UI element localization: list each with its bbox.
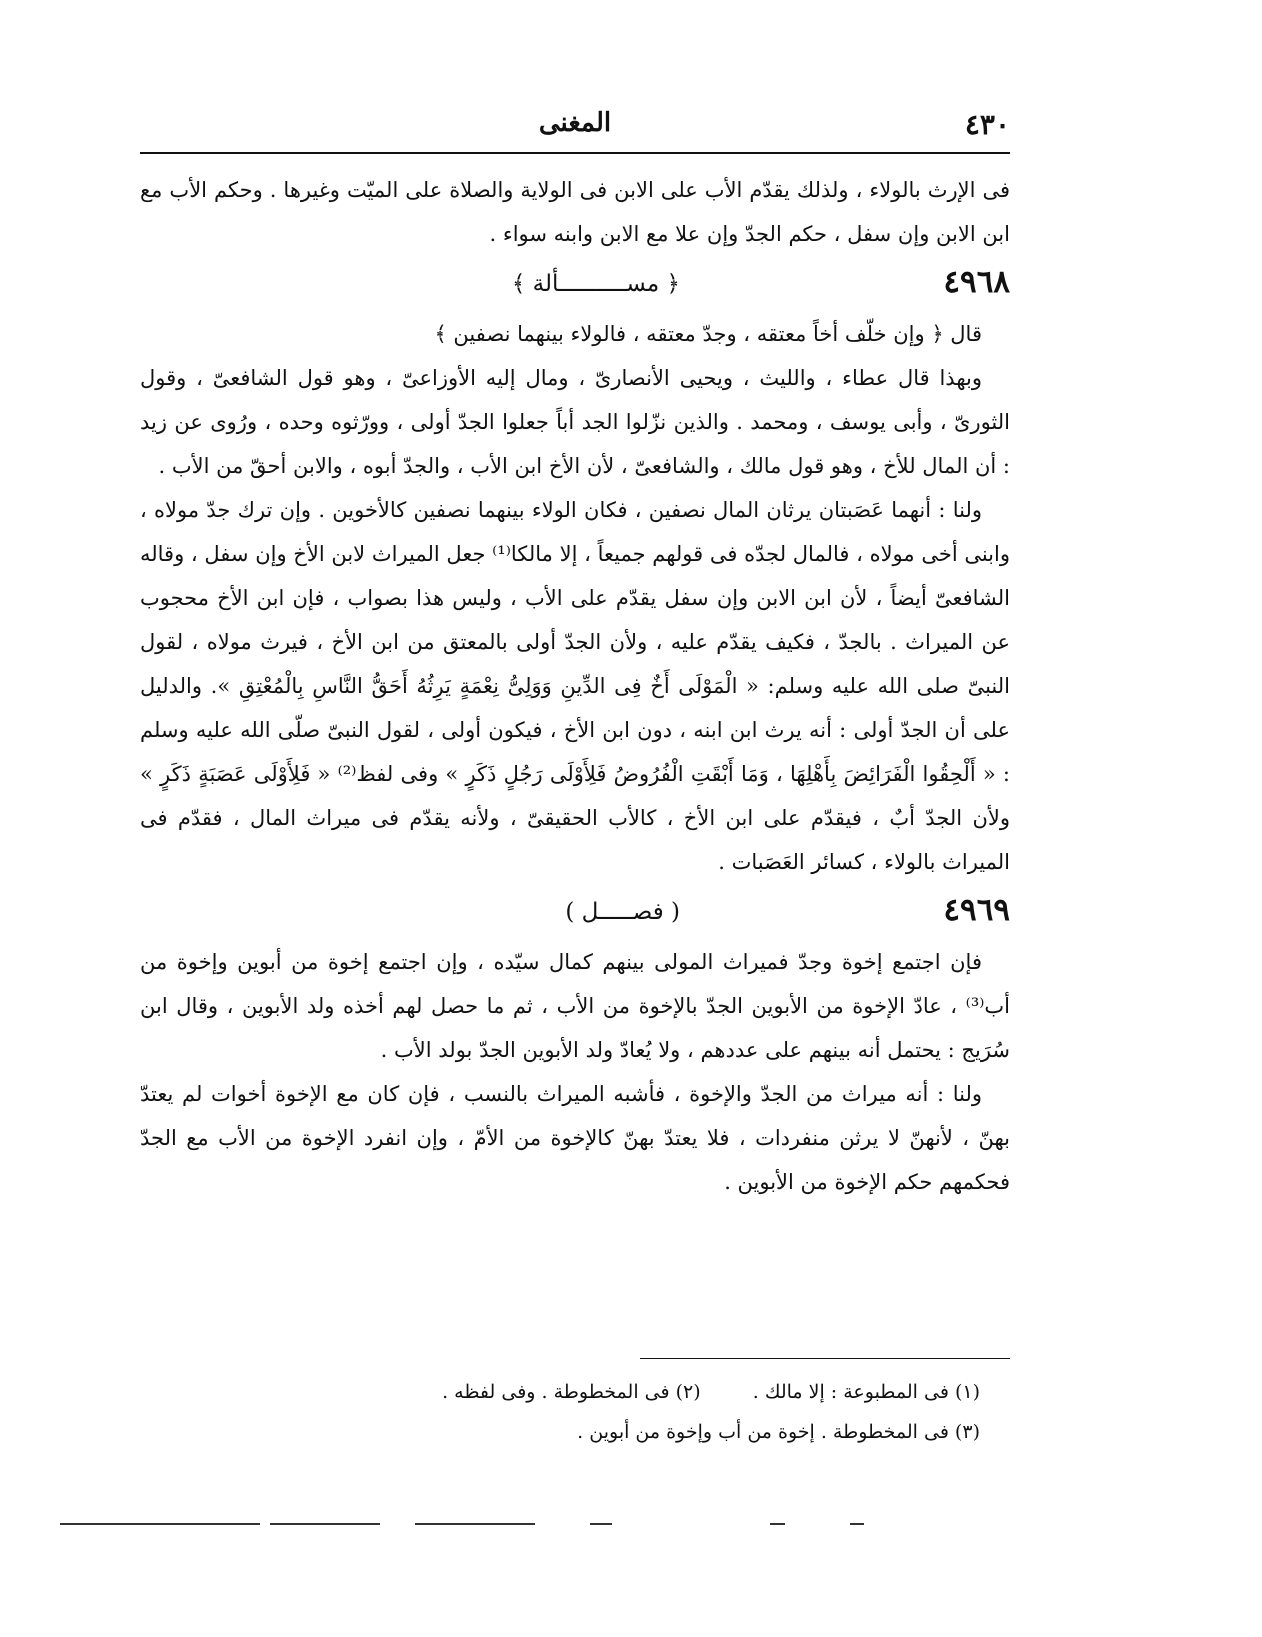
footnote-rule (640, 1358, 1010, 1359)
paragraph-4: ولنا : أنهما عَصَبتان يرثان المال نصفين ، فكان الولاء بينهما نصفين كالأخوين . وإن ترك جدّ مولاه ، وابنى أخى مولاه ، فالمال لجدّه فى قولهم جميعاً ، إلا مالكا⁽¹⁾ جعل الميراث لابن الأخ وإن سفل ، وقاله الشافعىّ أيضاً ، لأن ابن الابن وإن سفل يقدّم على الأب ، وليس هذا بصواب ، فإن ابن الأخ محجوب عن الميراث . بالجدّ ، فكيف يقدّم عليه ، ولأن الجدّ أولى بالمعتق من ابن الأخ ، فيرث مولاه ، لقول النبىّ صلى الله عليه وسلم: « الْمَوْلَى أَخٌ فِى الدِّينِ وَوَلِىُّ نِعْمَةٍ يَرِثُهُ أَحَقُّ النَّاسِ بِالْمُعْتِقِ ». والدليل على أن الجدّ أولى : أنه يرث ابن ابنه ، دون ابن الأخ ، فيكون أولى ، لقول النبىّ صلّى الله عليه وسلم : « أَلْحِقُوا الْفَرَائِضَ بِأَهْلِهَا ، وَمَا أَبْقَتِ الْفُرُوضُ فَلِأَوْلَى رَجُلٍ ذَكَرٍ » وفى لفظ⁽²⁾ « فَلِأَوْلَى عَصَبَةٍ ذَكَرٍ » ولأن الجدّ أبٌ ، فيقدّم على ابن الأخ ، كالأب الحقيقىّ ، ولأنه يقدّم فى ميراث المال ، فقدّم فى الميراث بالولاء ، كسائر العَصَبات . (140, 498, 1010, 874)
page-header (140, 104, 1010, 144)
scan-mark (415, 1523, 535, 1525)
section-heading-4969 (140, 886, 1010, 934)
paragraph-6: ولنا : أنه ميراث من الجدّ والإخوة ، فأشبه الميراث بالنسب ، فإن كان مع الإخوة أخوات لم يعتدّ بهنّ ، لأنهنّ لا يرثن منفردات ، فلا يعتدّ بهنّ كالإخوة من الأمّ ، وإن انفرد الإخوة من الأب مع الجدّ فحكمهم حكم الإخوة من الأبوين . (140, 1082, 1010, 1194)
paragraph-5: فإن اجتمع إخوة وجدّ فميراث المولى بينهم كمال سيّده ، وإن اجتمع إخوة من أبوين وإخوة من أب⁽³⁾ ، عادّ الإخوة من الأبوين الجدّ بالإخوة من الأب ، ثم ما حصل لهم أخذه ولد الأبوين ، وقال ابن سُرَيج : يحتمل أنه بينهم على عددهم ، ولا يُعادّ ولد الأبوين الجدّ بولد الأب . (140, 950, 1010, 1062)
paragraph-3: وبهذا قال عطاء ، والليث ، ويحيى الأنصارىّ ، ومال إليه الأوزاعىّ ، وهو قول الشافعىّ ، وقول الثورىّ ، وأبى يوسف ، ومحمد . والذين نزّلوا الجد أباً جعلوا الجدّ أولى ، وورّثوه وحده ، ورُوى عن زيد : أن المال للأخ ، وهو قول مالك ، والشافعىّ ، لأن الأخ ابن الأب ، والجدّ أبوه ، والابن أحقّ من الأب . (140, 366, 1010, 478)
footnotes (400, 1372, 980, 1452)
main-text (140, 168, 1010, 1204)
running-title: المغنى (538, 108, 612, 138)
section-number: ٤٩٦٩ (943, 892, 1010, 928)
scan-artifact-marks (0, 1523, 1262, 1527)
footnote-line-2 (400, 1412, 980, 1452)
page-number: ٤٣٠ (964, 108, 1010, 141)
scan-mark (770, 1523, 785, 1525)
footnote-1: (١) فى المطبوعة : إلا مالك . (752, 1381, 980, 1403)
scan-mark (270, 1523, 380, 1525)
section-number: ٤٩٦٨ (943, 264, 1010, 300)
scan-mark (850, 1523, 864, 1525)
section-label: ( فصـــــل ) (565, 899, 680, 925)
section-heading-4968 (140, 258, 1010, 306)
footnote-3: (٣) فى المخطوطة . إخوة من أب وإخوة من أبوين . (577, 1421, 980, 1443)
footnote-line-1 (400, 1372, 980, 1412)
footnote-2: (٢) فى المخطوطة . وفى لفظه . (442, 1381, 701, 1403)
scan-mark (60, 1523, 260, 1525)
scan-mark (590, 1523, 612, 1525)
paragraph-1: فى الإرث بالولاء ، ولذلك يقدّم الأب على الابن فى الولاية والصلاة على الميّت وغيرها . وحكم الأب مع ابن الابن وإن سفل ، حكم الجدّ وإن علا مع الابن وابنه سواء . (140, 178, 1010, 246)
header-rule (140, 152, 1010, 154)
section-label: ﴿ مســــــــــألة ﴾ (511, 271, 680, 297)
paragraph-2: قال ﴿ وإن خلّف أخاً معتقه ، وجدّ معتقه ، فالولاء بينهما نصفين ﴾ (434, 322, 982, 346)
